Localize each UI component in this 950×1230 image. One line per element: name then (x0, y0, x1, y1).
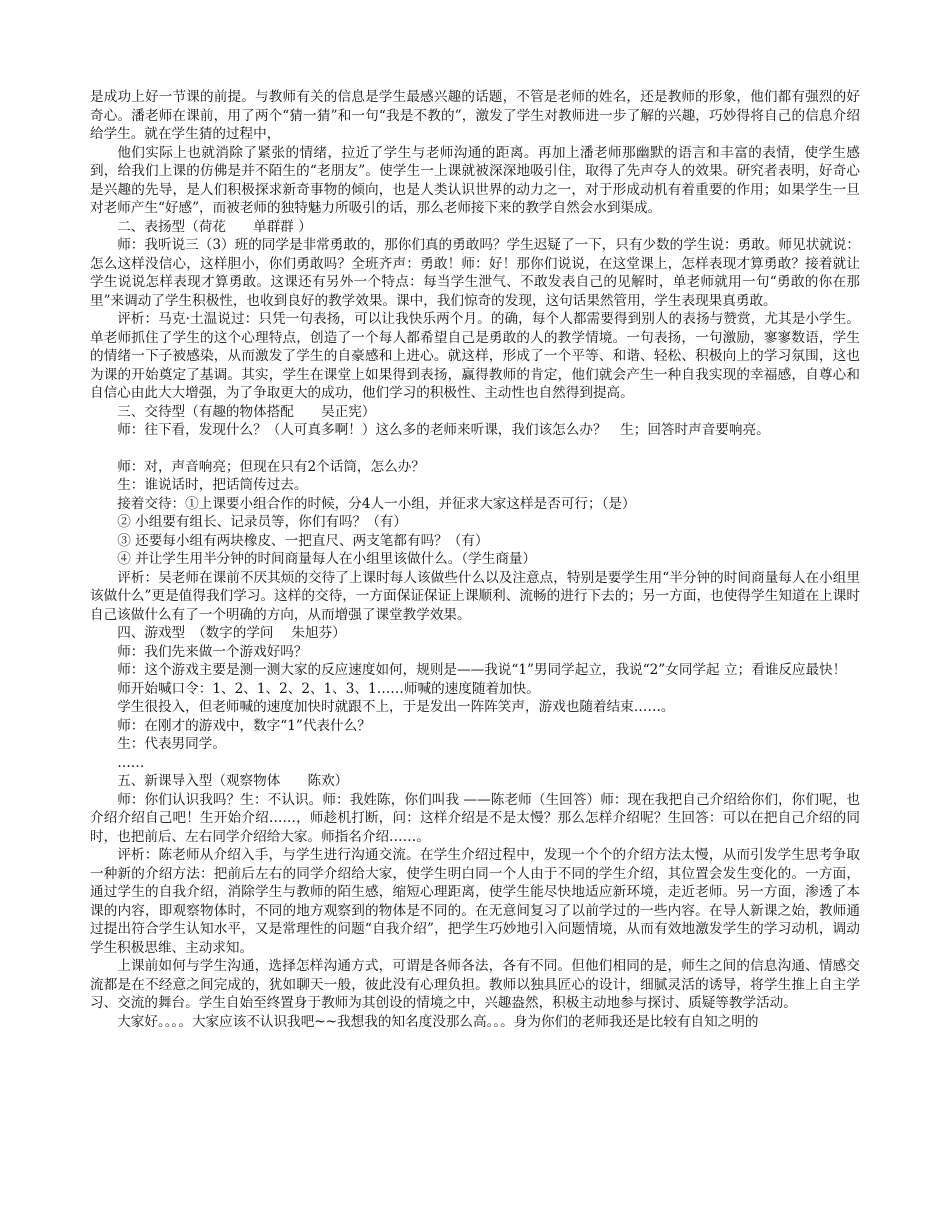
paragraph: 师：我听说三（3）班的同学是非常勇敢的，那你们真的勇敢吗？学生迟疑了一下，只有少数的学生说：勇敢。师见状就说：怎么这样没信心，这样胆小，你们勇敢吗？全班齐声：勇敢！师：好！那你们说说，在这堂课上，怎样表现才算勇敢？接着就让学生说说怎样表现才算勇敢。这课还有另外一个特点：每当学生泄气、不敢发表自己的见解时，单老师就用一句“勇敢的你在那里”来调动了学生积极性，也收到良好的教学效果。课中，我们惊奇的发现，这句话果然管用，学生表现果真勇敢。 (90, 237, 860, 309)
paragraph: 生：代表男同学。 (117, 736, 226, 752)
section-heading: 三、交待型（有趣的物体搭配 吴正宪） (117, 403, 376, 420)
paragraph: 上课前如何与学生沟通，选择怎样沟通方式，可谓是各师各法，各有不同。但他们相同的是，师生之间的信息沟通、情感交流都是在不经意之间完成的，犹如聊天一般，彼此没有心理负担。教师以独具匠心的设计，细腻灵活的诱导，将学生推上自主学习、交流的舞台。学生自始至终置身于教师为其创设的情境之中，兴趣盎然，积极主动地参与探讨、质疑等教学活动。 (90, 958, 860, 1011)
document-page (90, 88, 860, 1031)
paragraph: 是成功上好一节课的前提。与教师有关的信息是学生最感兴趣的话题，不管是老师的姓名，还是教师的形象，他们都有强烈的好奇心。潘老师在课前，用了两个“猜一猜”和一句“我是不教的”，激发了学生对教师进一步了解的兴趣，巧妙得将自己的信息介绍给学生。就在学生猜的过程中， (90, 89, 860, 142)
paragraph: 师：对，声音响亮；但现在只有2个话筒，怎么办？ (117, 458, 425, 475)
paragraph: 接着交待：①上课要小组合作的时候，分4人一小组，并征求大家这样是否可行；（是） (117, 495, 636, 512)
paragraph: 师：你们认识我吗？生：不认识。师：我姓陈，你们叫我 ——陈老师（生回答）师：现在我把自己介绍给你们，你们呢，也介绍介绍自己吧！生开始介绍……，师趁机打断，问：这样介绍是不是太慢？那么怎样介绍呢？生回答：可以在把自己介绍的同时，也把前后、左右同学介绍给大家。师指名介绍……。 (90, 791, 860, 845)
paragraph: 他们实际上也就消除了紧张的情绪，拉近了学生与老师沟通的距离。再加上潘老师那幽默的语言和丰富的表情，使学生感到，给我们上课的仿佛是并不陌生的“老朋友”。使学生一上课就被深深地吸引住，取得了先声夺人的效果。研究者表明，好奇心是兴趣的先导，是人们积极探求新奇事物的倾向，也是人类认识世界的动力之一，对于形成动机有着重要的作用；如果学生一旦对老师产生“好感”，而被老师的独特魅力所吸引的话，那么老师接下来的教学自然会水到渠成。 (90, 144, 860, 216)
list-item: ② 小组要有组长、记录员等，你们有吗？（有） (117, 514, 407, 530)
paragraph: 师：我们先来做一个游戏好吗？ (117, 643, 308, 660)
paragraph: 师：往下看，发现什么？（人可真多啊！）这么多的老师来听课，我们该怎么办？ 生；回答时声音要响亮。 (117, 422, 770, 438)
section-heading: 五、新课导入型（观察物体 陈欢） (117, 773, 349, 789)
list-item: ③ 还要每小组有两块橡皮、一把直尺、两支笔都有吗？（有） (117, 532, 489, 549)
list-item: ④ 并让学生用半分钟的时间商量每人在小组里该做什么。（学生商量） (117, 551, 537, 567)
paragraph: 大家好。。。。大家应该不认识我吧~~我想我的知名度没那么高。。。身为你们的老师我还是比较有自知之明的 (117, 1013, 759, 1030)
section-heading: 四、游戏型 （数字的学问 朱旭芬） (117, 625, 346, 641)
paragraph: 评析：陈老师从介绍入手，与学生进行沟通交流。在学生介绍过程中，发现一个个的介绍方法太慢，从而引发学生思考争取一种新的介绍方法：把前后左右的同学介绍给大家，使学生明白同一个人由于不同的学生介绍，其位置会发生变化的。一方面，通过学生的自我介绍，消除学生与教师的陌生感，缩短心理距离，使学生能尽快地适应新环境，走近老师。另一方面，渗透了本课的内容，即观察物体时，不同的地方观察到的物体是不同的。在无意间复习了以前学过的一些内容。在导人新课之始，教师通过提出符合学生认知水平，又是常理性的问题“自我介绍”，把学生巧妙地引入问题情境，从而有效地激发学生的学习动机，调动学生积极思维、主动求知。 (90, 847, 860, 956)
paragraph: 师：在刚才的游戏中，数字“1”代表什么？ (117, 717, 371, 734)
section-heading: 二、表扬型（荷花 单群群 ） (117, 218, 312, 235)
paragraph: 评析：马克·土温说过：只凭一句表扬，可以让我快乐两个月。的确，每个人都需要得到别人的表扬与赞赏，尤其是小学生。单老师抓住了学生的这个心理特点，创造了一个每人都希望自己是勇敢的人的教学情境。一句表扬，一句激励，寥寥数语，学生的情绪一下子被感染，从而激发了学生的自豪感和上进心。就这样，形成了一个平等、和谐、轻松、积极向上的学习氛围，这也为课的开始奠定了基调。其实，学生在课堂上如果得到表扬，赢得教师的肯定，他们就会产生一种自我实现的幸福感，自尊心和自信心由此大大增强，为了争取更大的成功，他们学习的积极性、主动性也自然得到提高。 (90, 311, 860, 401)
paragraph: 师：这个游戏主要是测一测大家的反应速度如何，规则是——我说“1”男同学起立，我说“2”女同学起 立；看谁反应最快！ (117, 662, 847, 678)
paragraph: 生：谁说话时，把话筒传过去。 (117, 477, 308, 493)
paragraph: 学生很投入，但老师喊的速度加快时就跟不上，于是发出一阵阵笑声，游戏也随着结束……。 (117, 699, 675, 715)
paragraph: 评析：吴老师在课前不厌其烦的交待了上课时每人该做些什么以及注意点，特别是要学生用“半分钟的时间商量每人在小组里该做什么”更是值得我们学习。这样的交待，一方面保证保证上课顺利、流畅的进行下去的；另一方面，也使得学生知道在上课时自己该做什么有了一个明确的方向，从而增强了课堂教学效果。 (90, 569, 860, 623)
paragraph: 师开始喊口令：1、2、1、2、2、1、3、1……师喊的速度随着加快。 (117, 680, 540, 697)
ellipsis-line: …… (117, 754, 145, 771)
